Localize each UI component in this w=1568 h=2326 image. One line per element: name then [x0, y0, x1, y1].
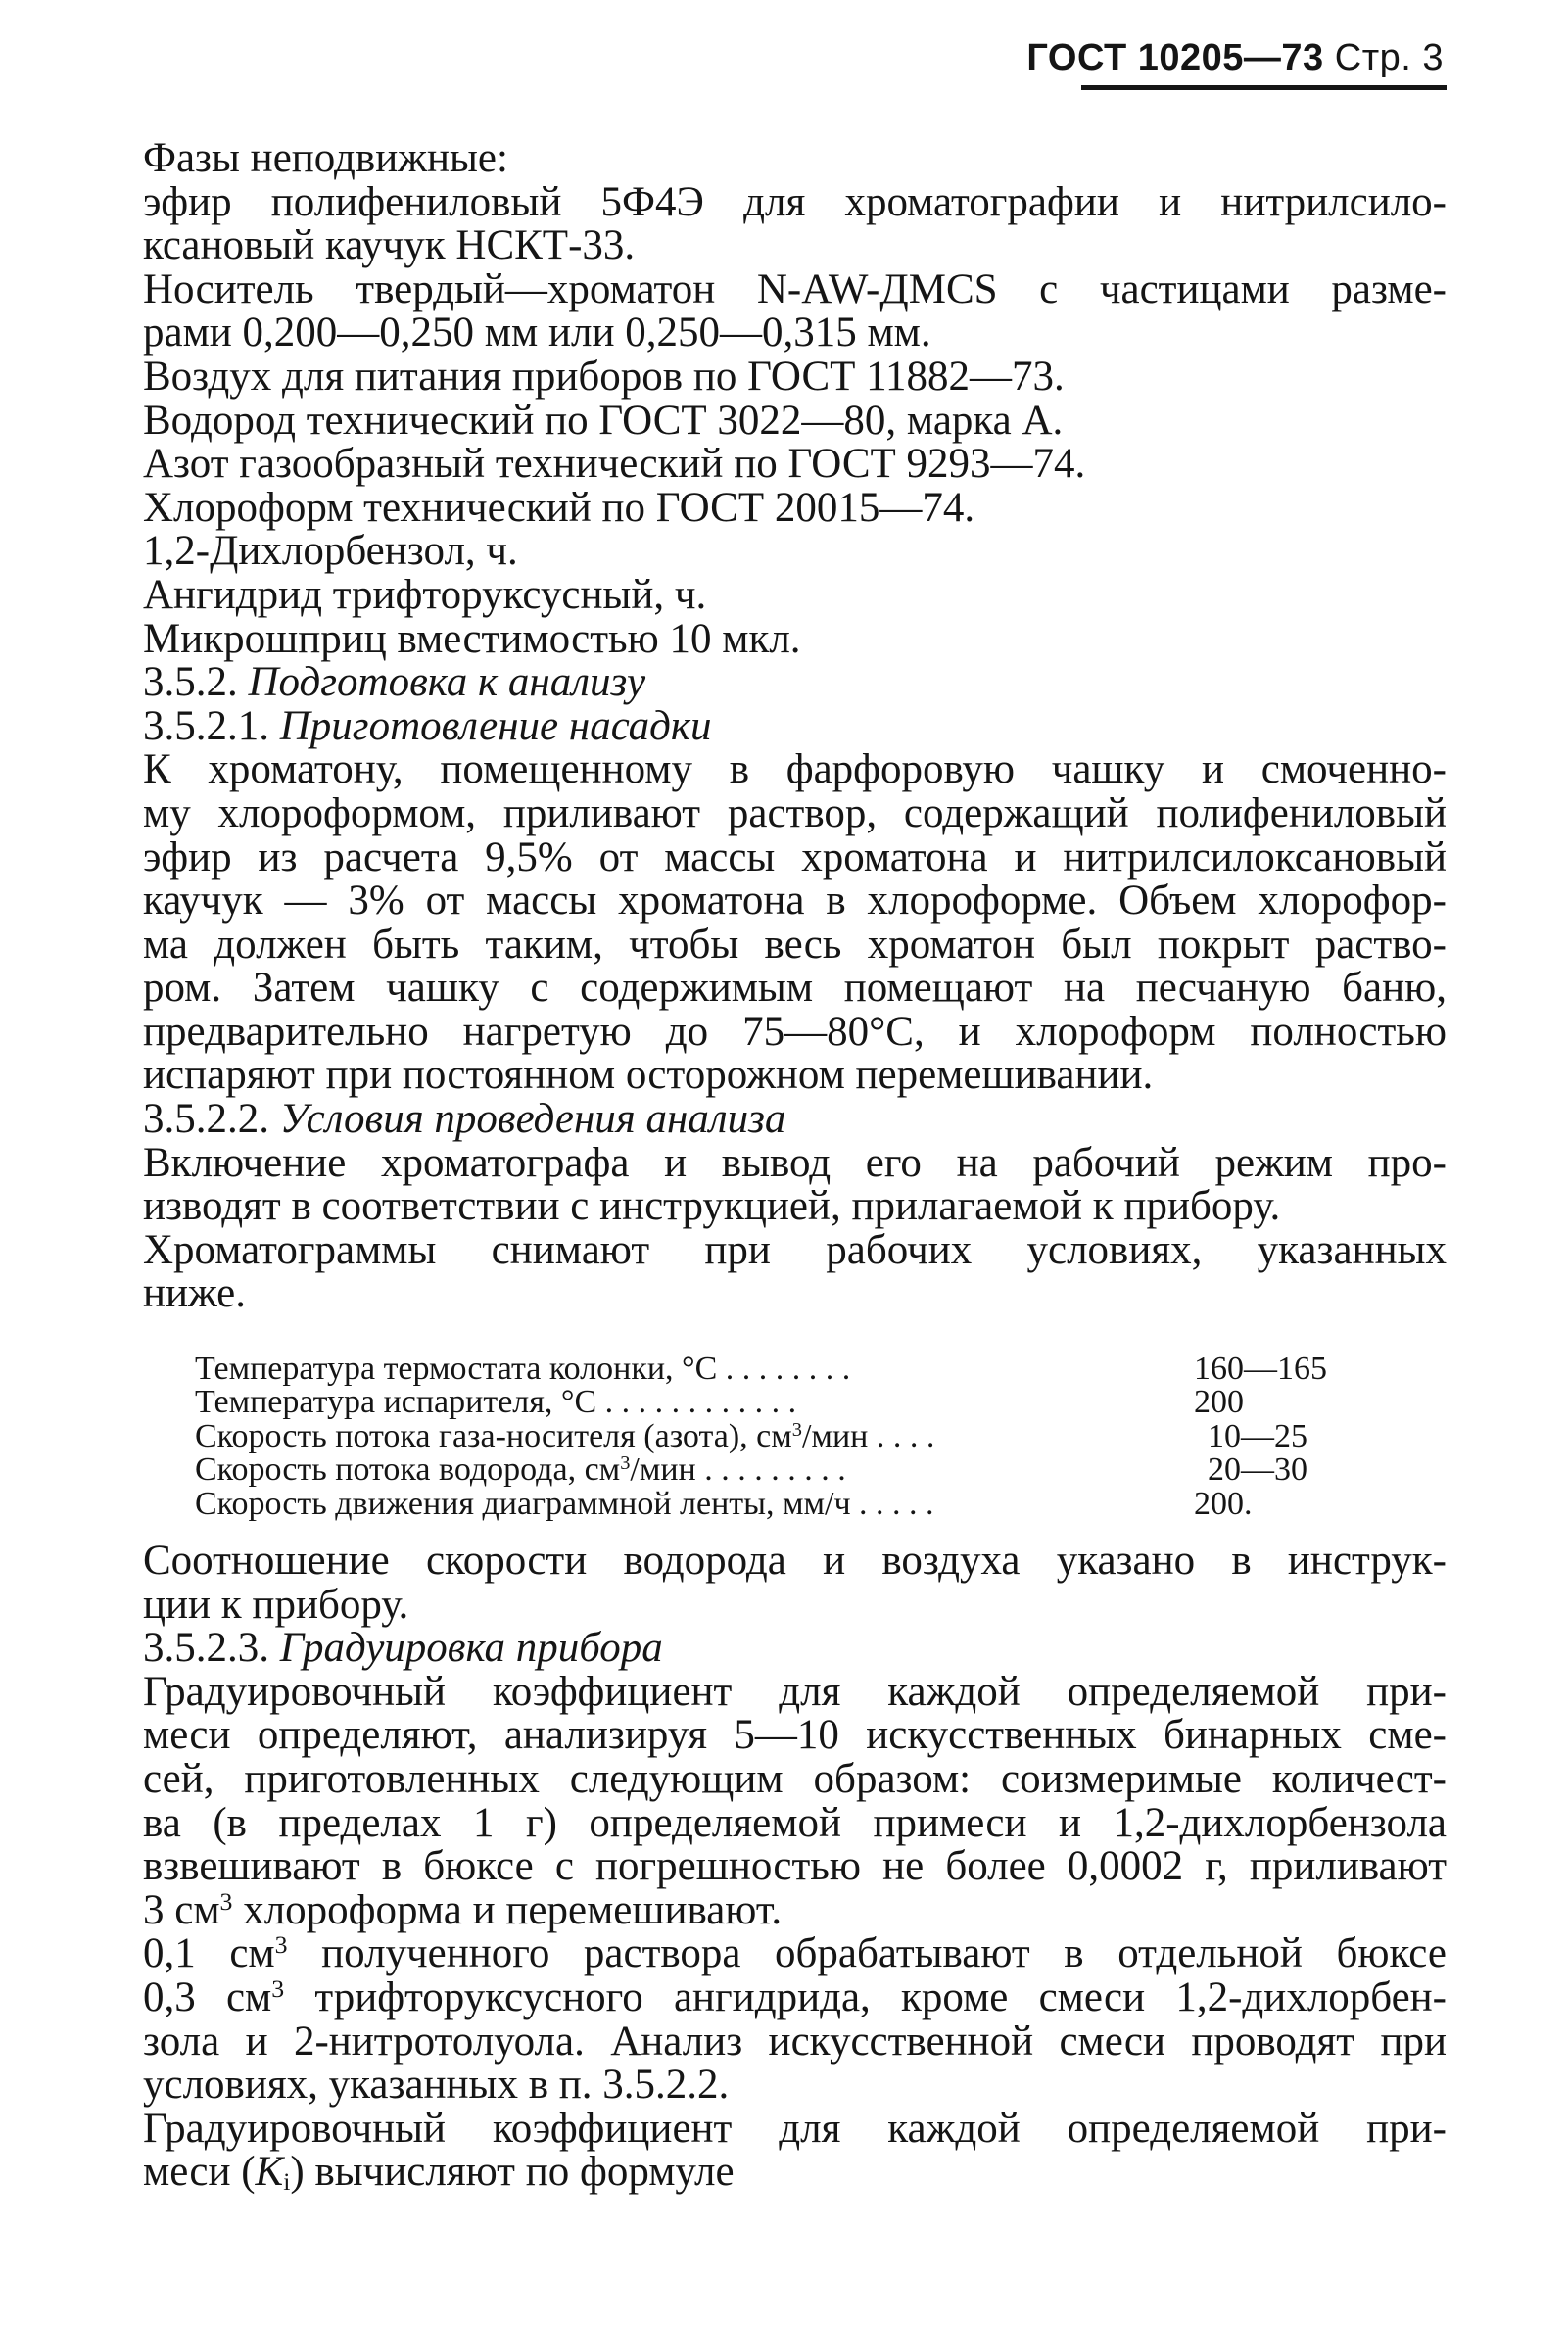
paragraph-packing-line5: ма должен быть таким, чтобы весь хроматон был покрыт раство- — [143, 921, 1447, 968]
paragraph-treatment-line3: зола и 2-нитротолуола. Анализ искусственной смеси проводят при — [143, 2017, 1447, 2065]
paragraph-ratio-line1: Соотношение скорости водорода и воздуха указано в инструк- — [143, 1538, 1447, 1584]
section-title: Подготовка к анализу — [248, 659, 646, 706]
paragraph-calibration-line6: 3 $см^3$ хлороформа и перемешивают. — [143, 1886, 783, 1933]
paragraph-calibration-line1: Градуировочный коэффициент для каждой определяемой при- — [143, 1668, 1447, 1715]
condition-label: Скорость потока газа-носителя (азота), $см^3$/мин . . . . — [195, 1417, 935, 1454]
condition-label: Температура термостата колонки, °С . . . . . . . . — [195, 1351, 851, 1387]
paragraph-packing-line1: К хроматону, помещенному в фарфоровую чашку и смоченно- — [143, 746, 1447, 793]
paragraph-coefficient-line2: меси $(K_i)$ вычисляют по формуле — [143, 2149, 735, 2197]
paragraph-air: Воздух для питания приборов по ГОСТ 11882—73. — [143, 353, 1065, 400]
condition-label: Скорость потока водорода, $см^3$/мин . . . . . . . . . — [195, 1451, 846, 1489]
paragraph-packing-line4: каучук — 3% от массы хроматона в хлороформе. Объем хлорофор- — [143, 878, 1447, 925]
conditions-row — [195, 1417, 1351, 1454]
section-number: 3.5.2. — [143, 659, 238, 706]
paragraph-phases: Фазы неподвижные: — [143, 135, 508, 181]
section-title: Условия проведения анализа — [279, 1096, 786, 1143]
paragraph-ratio-line2: ции к прибору. — [143, 1581, 409, 1628]
condition-label: Температура испарителя, °С . . . . . . . . . . . . — [195, 1384, 797, 1421]
paragraph-treatment-line1: 0,1 $см^3$ полученного раствора обрабатывают в отдельной бюксе — [143, 1930, 1448, 1977]
section-number: 3.5.2.3. — [143, 1625, 269, 1672]
document-body-continued — [143, 1540, 1447, 2195]
paragraph-startup-line1: Включение хроматографа и вывод его на рабочий режим про- — [143, 1139, 1447, 1186]
section-title: Градуировка прибора — [279, 1625, 663, 1672]
paragraph-chromatograms-line2: ниже. — [143, 1270, 247, 1317]
section-number: 3.5.2.2. — [143, 1096, 269, 1143]
condition-value: 200. — [1194, 1485, 1253, 1522]
paragraph-packing-line3: эфир из расчета 9,5% от массы хроматона и нитрилсилоксановый — [143, 833, 1447, 880]
paragraph-ether-line2: ксановый каучук НСКТ-33. — [143, 222, 636, 269]
paragraph-calibration-line3: сей, приготовленных следующим образом: соизмеримые количест- — [143, 1755, 1447, 1802]
condition-value: 10—25 — [1208, 1417, 1307, 1454]
conditions-row — [195, 1453, 1351, 1487]
paragraph-treatment-line4: условиях, указанных в п. 3.5.2.2. — [143, 2062, 730, 2109]
paragraph-microsyringe: Микрошприц вместимостью 10 мкл. — [143, 615, 801, 662]
paragraph-ether-line1: эфир полифениловый 5Ф4Э для хроматографии и нитрилсило- — [143, 178, 1447, 225]
section-heading-3-5-2-3 — [143, 1627, 1447, 1671]
section-heading-3-5-2-1 — [143, 702, 1447, 749]
condition-value: 20—30 — [1208, 1451, 1307, 1489]
paragraph-calibration-line5: взвешивают в бюксе с погрешностью не более 0,0002 г, приливают — [143, 1843, 1447, 1890]
section-heading-3-5-2-2 — [143, 1098, 1447, 1142]
conditions-table — [195, 1353, 1351, 1521]
paragraph-hydrogen: Водород технический по ГОСТ 3022—80, марка А. — [143, 397, 1064, 444]
paragraph-carrier-line2: рами 0,200—0,250 мм или 0,250—0,315 мм. — [143, 309, 931, 356]
condition-value: 200 — [1194, 1384, 1244, 1421]
paragraph-packing-line6: ром. Затем чашку с содержимым помещают на песчаную баню, — [143, 965, 1447, 1012]
conditions-row — [195, 1386, 1351, 1419]
header-rule — [1081, 85, 1447, 90]
paragraph-calibration-line2: меси определяют, анализируя 5—10 искусственных бинарных сме- — [143, 1712, 1447, 1759]
paragraph-dichlorobenzene: 1,2-Дихлорбензол, ч. — [143, 528, 518, 575]
paragraph-carrier-line1: Носитель твердый—хроматон N-AW-ДМCS с частицами разме- — [143, 265, 1447, 312]
condition-value: 160—165 — [1194, 1351, 1327, 1387]
section-heading-3-5-2 — [143, 661, 1447, 705]
paragraph-treatment-line2: 0,3 $см^3$ трифторуксусного ангидрида, кроме смеси 1,2-дихлорбен- — [143, 1973, 1448, 2020]
page-number: Стр. 3 — [1334, 37, 1444, 78]
paragraph-packing-line8: испаряют при постоянном осторожном перемешивании. — [143, 1052, 1154, 1099]
paragraph-anhydride: Ангидрид трифторуксусный, ч. — [143, 571, 707, 618]
document-body — [143, 137, 1447, 1316]
condition-label: Скорость движения диаграммной ленты, мм/ч . . . . . — [195, 1485, 934, 1522]
standard-number: ГОСТ 10205—73 — [1026, 37, 1324, 78]
paragraph-packing-line2: му хлороформом, приливают раствор, содержащий полифениловый — [143, 789, 1447, 836]
conditions-row — [195, 1353, 1351, 1386]
paragraph-nitrogen: Азот газообразный технический по ГОСТ 9293—74. — [143, 441, 1086, 488]
paragraph-chromatograms-line1: Хроматограммы снимают при рабочих условиях, указанных — [143, 1226, 1447, 1273]
section-title: Приготовление насадки — [279, 702, 712, 749]
paragraph-startup-line2: изводят в соответствии с инструкцией, прилагаемой к прибору. — [143, 1183, 1281, 1230]
paragraph-packing-line7: предварительно нагретую до 75—80°С, и хлороформ полностью — [143, 1008, 1447, 1055]
paragraph-chloroform: Хлороформ технический по ГОСТ 20015—74. — [143, 484, 975, 531]
paragraph-coefficient-line1: Градуировочный коэффициент для каждой определяемой при- — [143, 2105, 1447, 2152]
page-header — [1026, 37, 1444, 79]
conditions-row — [195, 1485, 1351, 1522]
paragraph-calibration-line4: ва (в пределах 1 г) определяемой примеси и 1,2-дихлорбензола — [143, 1799, 1447, 1846]
section-number: 3.5.2.1. — [143, 702, 269, 749]
